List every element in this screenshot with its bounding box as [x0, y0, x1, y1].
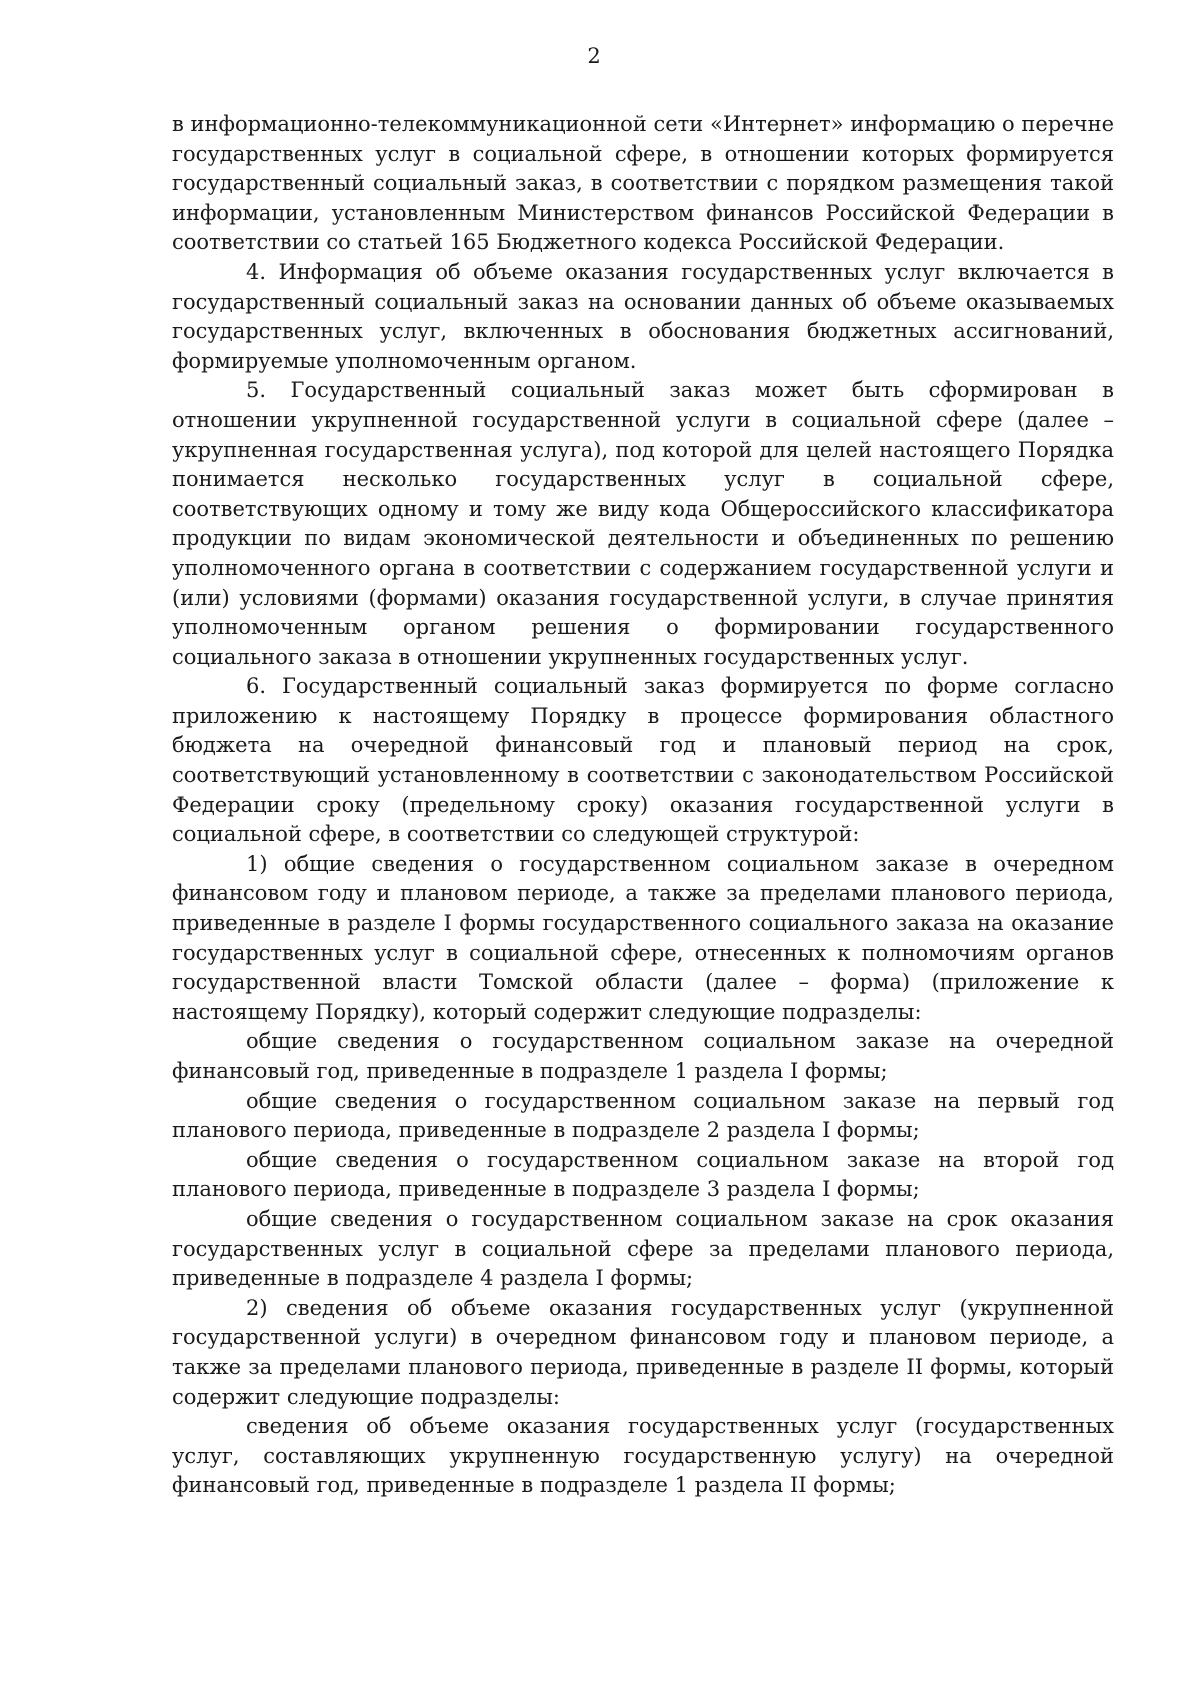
paragraph-8: общие сведения о государственном социальном заказе на второй год планового периода, приведенные в подразделе 3 раздела I формы; [172, 1147, 1114, 1202]
paragraph-6: общие сведения о государственном социальном заказе на очередной финансовый год, приведенные в подразделе 1 раздела I формы; [172, 1029, 1114, 1083]
paragraph-1: в информационно-телекоммуникационной сети «Интернет» информацию о перечне государственных услуг в социальной сфере, в отношении которых формируется государственный социальный заказ, в соответствии с порядком размещения такой информации, установленным Министерством финансов Российской Федерации в соответствии со статьей 165 Бюджетного кодекса Российской Федерации. [172, 112, 1114, 255]
paragraph-11: сведения об объеме оказания государственных услуг (государственных услуг, составляющих укрупненную государственную услугу) на очередной финансовый год, приведенные в подразделе 1 раздела II формы; [172, 1414, 1114, 1498]
paragraph-4: 6. Государственный социальный заказ формируется по форме согласно приложению к настоящему Порядку в процессе формирования областного бюджета на очередной финансовый год и плановый период на срок, соответствующий установленному в соответствии с законодательством Российской Федерации сроку (предельному сроку) оказания государственной услуги в социальной сфере, в соответствии со следующей структурой: [172, 674, 1114, 847]
paragraph-5: 1) общие сведения о государственном социальном заказе в очередном финансовом году и плановом периоде, а также за пределами планового периода, приведенные в разделе I формы государственного социального заказа на оказание государственных услуг в социальной сфере, отнесенных к полномочиям органов государственной власти Томской области (далее – форма) (приложение к настоящему Порядку), который содержит следующие подразделы: [172, 851, 1114, 1024]
document-body [172, 110, 1114, 1501]
paragraph-10: 2) сведения об объеме оказания государственных услуг (укрупненной государственной услуги) в очередном финансовом году и плановом периоде, а также за пределами планового периода, приведенные в разделе II формы, который содержит следующие подразделы: [172, 1295, 1114, 1409]
paragraph-9: общие сведения о государственном социальном заказе на срок оказания государственных услуг в социальной сфере за пределами планового периода, приведенные в подразделе 4 раздела I формы; [172, 1206, 1114, 1291]
paragraph-7: общие сведения о государственном социальном заказе на первый год планового периода, приведенные в подразделе 2 раздела I формы; [172, 1088, 1114, 1143]
paragraph-2: 4. Информация об объеме оказания государственных услуг включается в государственный социальный заказ на основании данных об объеме оказываемых государственных услуг, включенных в обоснования бюджетных ассигнований, формируемые уполномоченным органом. [172, 259, 1114, 373]
page-number: 2 [587, 44, 601, 68]
paragraph-3: 5. Государственный социальный заказ может быть сформирован в отношении укрупненной государственной услуги в социальной сфере (далее – укрупненная государственная услуга), под которой для целей настоящего Порядка понимается несколько государственных услуг в социальной сфере, соответствующих одному и тому же виду кода Общероссийского классификатора продукции по видам экономической деятельности и объединенных по решению уполномоченного органа в соответствии с содержанием государственной услуги и (или) условиями (формами) оказания государственной услуги, в случае принятия уполномоченным органом решения о формировании государственного социального заказа в отношении укрупненных государственных услуг. [172, 378, 1114, 669]
